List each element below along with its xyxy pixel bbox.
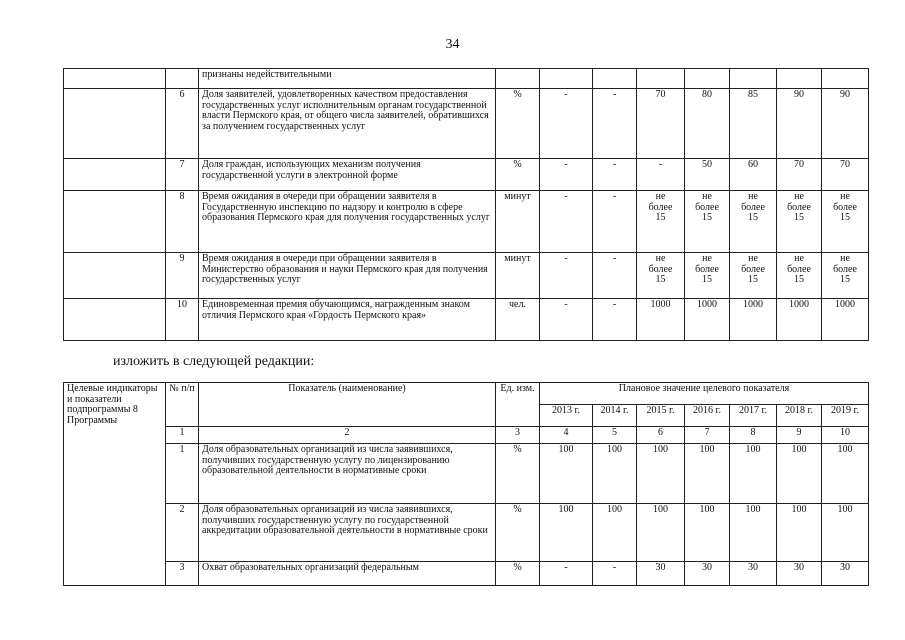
value-cell: 100 bbox=[637, 444, 685, 504]
value-cell: не более 15 bbox=[777, 191, 822, 253]
indicator-name-cell: Доля граждан, использующих механизм получения государственной услуги в электронной форме bbox=[199, 159, 496, 191]
table-row bbox=[64, 191, 869, 253]
numbering-cell: 1 bbox=[166, 427, 199, 444]
indicator-name-cell: Время ожидания в очереди при обращении заявителя в Министерство образования и науки Пермского края для получения государственных услуг bbox=[199, 253, 496, 299]
indicator-name-cell: Единовременная премия обучающимся, награжденным знаком отличия Пермского края «Гордость Пермского края» bbox=[199, 299, 496, 341]
value-cell: 60 bbox=[730, 159, 777, 191]
year-cell: 2014 г. bbox=[593, 405, 637, 427]
year-cell: 2019 г. bbox=[822, 405, 869, 427]
unit-cell: % bbox=[496, 562, 540, 586]
value-cell bbox=[777, 69, 822, 89]
value-cell: не более 15 bbox=[822, 191, 869, 253]
numbering-cell: 7 bbox=[685, 427, 730, 444]
value-cell: не более 15 bbox=[730, 253, 777, 299]
value-cell: 100 bbox=[822, 504, 869, 562]
numbering-cell: 6 bbox=[637, 427, 685, 444]
value-cell: 50 bbox=[685, 159, 730, 191]
planned-header-cell: Плановое значение целевого показателя bbox=[540, 383, 869, 405]
numbering-cell: 10 bbox=[822, 427, 869, 444]
value-cell: не более 15 bbox=[730, 191, 777, 253]
table-row bbox=[64, 69, 869, 89]
value-cell: 100 bbox=[822, 444, 869, 504]
indicator-name-cell: Охват образовательных организаций федеральным bbox=[199, 562, 496, 586]
unit-cell: % bbox=[496, 89, 540, 159]
value-cell: 100 bbox=[540, 504, 593, 562]
value-cell: 1000 bbox=[637, 299, 685, 341]
value-cell bbox=[822, 69, 869, 89]
indicator-group-cell bbox=[64, 159, 166, 191]
value-cell: - bbox=[593, 253, 637, 299]
unit-cell: чел. bbox=[496, 299, 540, 341]
name-header-cell: Показатель (наименование) bbox=[199, 383, 496, 427]
numbering-row bbox=[64, 427, 869, 444]
indicator-name-cell: Доля образовательных организаций из числа заявившихся, получивших государственную услугу по лицензированию образовательной деятельности в нормативные сроки bbox=[199, 444, 496, 504]
value-cell: 30 bbox=[685, 562, 730, 586]
indicators-table-new bbox=[63, 382, 869, 586]
value-cell: не более 15 bbox=[685, 253, 730, 299]
value-cell: 30 bbox=[777, 562, 822, 586]
row-number-cell: 2 bbox=[166, 504, 199, 562]
value-cell: - bbox=[593, 299, 637, 341]
table-row bbox=[64, 562, 869, 586]
numbering-cell: 5 bbox=[593, 427, 637, 444]
value-cell: 100 bbox=[730, 504, 777, 562]
value-cell: 100 bbox=[637, 504, 685, 562]
value-cell: не более 15 bbox=[822, 253, 869, 299]
value-cell: - bbox=[540, 159, 593, 191]
value-cell: не более 15 bbox=[637, 191, 685, 253]
row-number-cell: 9 bbox=[166, 253, 199, 299]
year-cell: 2013 г. bbox=[540, 405, 593, 427]
indicator-group-cell bbox=[64, 191, 166, 253]
value-cell: 80 bbox=[685, 89, 730, 159]
value-cell: 85 bbox=[730, 89, 777, 159]
value-cell: 100 bbox=[685, 504, 730, 562]
value-cell: 70 bbox=[822, 159, 869, 191]
row-number-cell: 6 bbox=[166, 89, 199, 159]
value-cell: - bbox=[540, 562, 593, 586]
unit-cell: % bbox=[496, 504, 540, 562]
value-cell: 1000 bbox=[777, 299, 822, 341]
value-cell: не более 15 bbox=[637, 253, 685, 299]
year-cell: 2015 г. bbox=[637, 405, 685, 427]
value-cell bbox=[685, 69, 730, 89]
value-cell bbox=[593, 69, 637, 89]
indicator-name-cell: признаны недействительными bbox=[199, 69, 496, 89]
indicator-name-cell: Время ожидания в очереди при обращении заявителя в Государственную инспекцию по надзору и контролю в сфере образования Пермского края для получения государственных услуг bbox=[199, 191, 496, 253]
value-cell: 100 bbox=[777, 444, 822, 504]
value-cell: 100 bbox=[777, 504, 822, 562]
indicator-name-cell: Доля заявителей, удовлетворенных качеством предоставления государственных услуг исполнительным органам государственной власти Пермского края, от общего числа заявителей, обратившихся за получением государственных услуг bbox=[199, 89, 496, 159]
value-cell: 1000 bbox=[685, 299, 730, 341]
table-row bbox=[64, 253, 869, 299]
unit-cell: минут bbox=[496, 253, 540, 299]
value-cell: - bbox=[637, 159, 685, 191]
numbering-cell: 9 bbox=[777, 427, 822, 444]
value-cell: 100 bbox=[540, 444, 593, 504]
row-number-cell: 7 bbox=[166, 159, 199, 191]
table-row bbox=[64, 159, 869, 191]
value-cell: - bbox=[593, 89, 637, 159]
value-cell: 90 bbox=[777, 89, 822, 159]
value-cell: 100 bbox=[593, 504, 637, 562]
value-cell: 100 bbox=[593, 444, 637, 504]
numbering-cell: 3 bbox=[496, 427, 540, 444]
year-cell: 2017 г. bbox=[730, 405, 777, 427]
value-cell: - bbox=[593, 159, 637, 191]
value-cell: не более 15 bbox=[685, 191, 730, 253]
value-cell: - bbox=[540, 191, 593, 253]
row-number-cell: 1 bbox=[166, 444, 199, 504]
value-cell: 100 bbox=[730, 444, 777, 504]
indicator-group-cell bbox=[64, 69, 166, 89]
table-row bbox=[64, 299, 869, 341]
value-cell: - bbox=[593, 562, 637, 586]
value-cell: 30 bbox=[822, 562, 869, 586]
indicator-name-cell: Доля образовательных организаций из числа заявившихся, получивших государственную услугу по государственной аккредитации образовательной деятельности в нормативные сроки bbox=[199, 504, 496, 562]
value-cell: не более 15 bbox=[777, 253, 822, 299]
value-cell: 1000 bbox=[730, 299, 777, 341]
table-row bbox=[64, 504, 869, 562]
value-cell: 70 bbox=[637, 89, 685, 159]
numbering-cell: 4 bbox=[540, 427, 593, 444]
row-number-cell: 8 bbox=[166, 191, 199, 253]
numbering-cell: 2 bbox=[199, 427, 496, 444]
section-heading: изложить в следующей редакции: bbox=[113, 354, 315, 369]
unit-header-cell: Ед. изм. bbox=[496, 383, 540, 427]
unit-cell: % bbox=[496, 444, 540, 504]
value-cell: - bbox=[540, 299, 593, 341]
value-cell: 100 bbox=[685, 444, 730, 504]
table-row bbox=[64, 444, 869, 504]
value-cell: - bbox=[540, 253, 593, 299]
page-number: 34 bbox=[445, 37, 460, 52]
value-cell: 90 bbox=[822, 89, 869, 159]
value-cell bbox=[540, 69, 593, 89]
value-cell bbox=[730, 69, 777, 89]
table-row bbox=[64, 89, 869, 159]
num-header-cell: № п/п bbox=[166, 383, 199, 427]
header-row bbox=[64, 383, 869, 405]
unit-cell: минут bbox=[496, 191, 540, 253]
row-number-cell bbox=[166, 69, 199, 89]
indicators-header-cell: Целевые индикаторы и показатели подпрограммы 8 Программы bbox=[64, 383, 166, 586]
year-cell: 2018 г. bbox=[777, 405, 822, 427]
value-cell: 30 bbox=[730, 562, 777, 586]
indicator-group-cell bbox=[64, 89, 166, 159]
value-cell bbox=[637, 69, 685, 89]
value-cell: - bbox=[593, 191, 637, 253]
value-cell: 1000 bbox=[822, 299, 869, 341]
numbering-cell: 8 bbox=[730, 427, 777, 444]
indicators-table-old bbox=[63, 68, 869, 341]
year-cell: 2016 г. bbox=[685, 405, 730, 427]
value-cell: - bbox=[540, 89, 593, 159]
indicator-group-cell bbox=[64, 299, 166, 341]
row-number-cell: 10 bbox=[166, 299, 199, 341]
unit-cell: % bbox=[496, 159, 540, 191]
value-cell: 30 bbox=[637, 562, 685, 586]
row-number-cell: 3 bbox=[166, 562, 199, 586]
unit-cell bbox=[496, 69, 540, 89]
indicator-group-cell bbox=[64, 253, 166, 299]
value-cell: 70 bbox=[777, 159, 822, 191]
